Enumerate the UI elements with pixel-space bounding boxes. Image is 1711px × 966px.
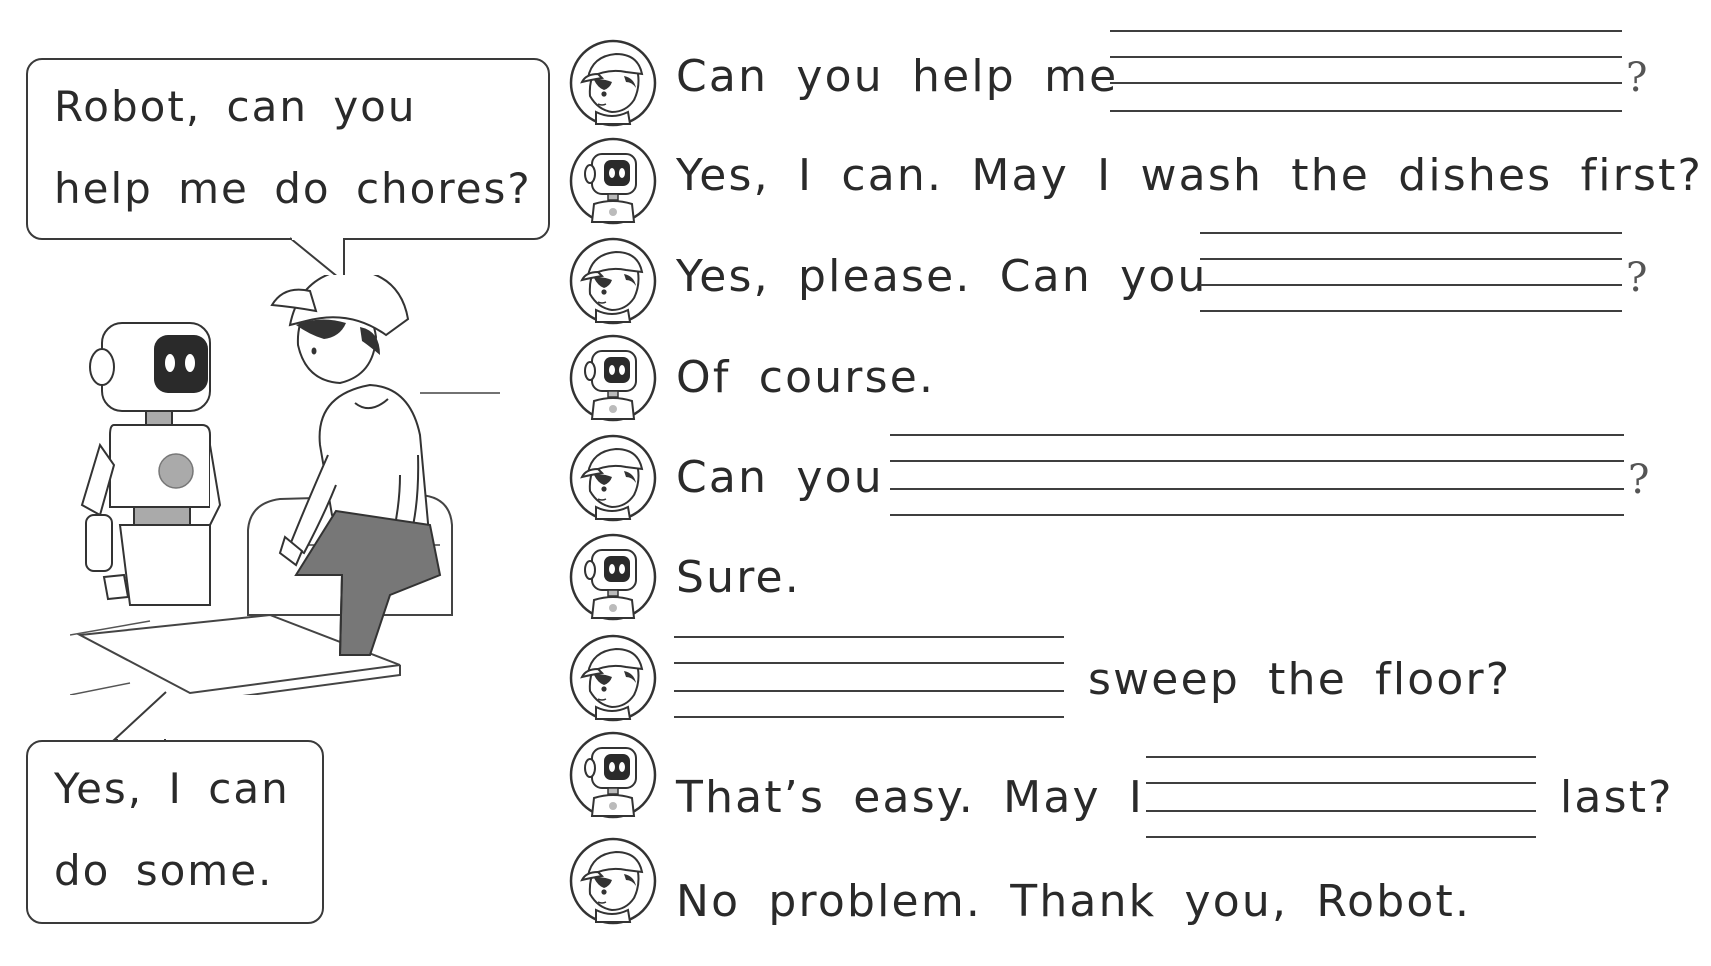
dialogue-line-1: Can you help me (676, 51, 1119, 102)
boy-avatar-icon (568, 433, 658, 523)
robot-bubble-tail (112, 690, 172, 742)
robot-avatar-icon (568, 532, 658, 622)
dialogue-line-9: No problem. Thank you, Robot. (676, 876, 1472, 927)
robot-bubble-line-2: do some. (54, 846, 274, 895)
answer-blank-5[interactable] (890, 434, 1624, 518)
dialogue-line-6: Sure. (676, 552, 801, 603)
boy-avatar-icon (568, 633, 658, 723)
boy-avatar-icon (568, 836, 658, 926)
robot-and-boy-illustration (70, 275, 510, 695)
dialogue-line-3: Yes, please. Can you (676, 251, 1208, 302)
dialogue-line-4: Of course. (676, 352, 936, 403)
question-mark-3: ? (1626, 255, 1648, 301)
boy-avatar-icon (568, 236, 658, 326)
robot-avatar-icon (568, 136, 658, 226)
boy-bubble-line-2: help me do chores? (54, 164, 532, 213)
dialogue-line-7-end: sweep the floor? (1088, 654, 1512, 705)
dialogue-line-5: Can you (676, 452, 884, 503)
question-mark-1: ? (1626, 55, 1648, 101)
answer-blank-1[interactable] (1110, 30, 1622, 114)
dialogue-line-8-end: last? (1560, 772, 1674, 823)
boy-speech-bubble (26, 58, 550, 240)
dialogue-line-8: That’s easy. May I (676, 772, 1145, 823)
question-mark-5: ? (1628, 457, 1650, 503)
answer-blank-8[interactable] (1146, 756, 1536, 840)
robot-bubble-line-1: Yes, I can (54, 764, 290, 813)
dialogue-line-2: Yes, I can. May I wash the dishes first? (676, 150, 1704, 201)
robot-speech-bubble (26, 740, 324, 924)
answer-blank-7[interactable] (674, 636, 1064, 720)
boy-bubble-line-1: Robot, can you (54, 82, 417, 131)
boy-avatar-icon (568, 38, 658, 128)
robot-avatar-icon (568, 333, 658, 423)
answer-blank-3[interactable] (1200, 232, 1622, 314)
robot-avatar-icon (568, 730, 658, 820)
